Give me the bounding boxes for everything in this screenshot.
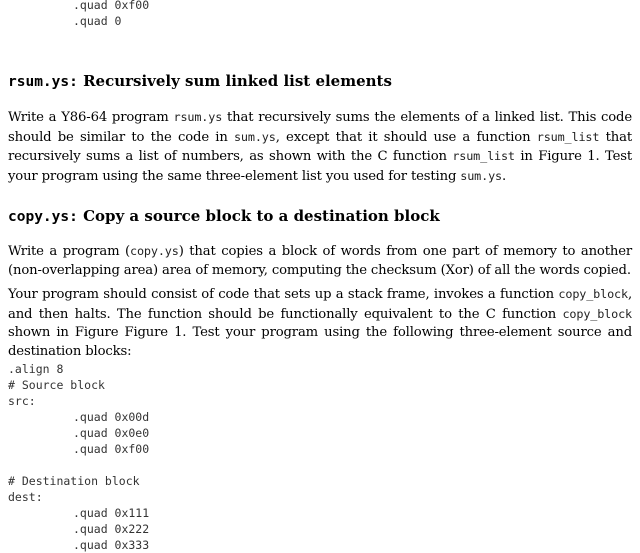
code-line: .quad 0x0e0 xyxy=(73,426,150,440)
copy-instructions: Your program should consist of code that sets up a stack frame, invokes a function copy_block, and then halts. The function should be functionally equivalent to the C function copy_block shown in Figure Figure 1. Test your program using the following three-element source and destination blocks: xyxy=(8,287,632,359)
code-line: .quad 0x222 xyxy=(73,522,150,536)
code-line: .quad 0x111 xyxy=(73,506,150,520)
rsum-description: Write a Y86-64 program rsum.ys that recursively sums the elements of a linked list. This code should be similar to the code in sum.ys, except that it should use a function rsum_list that recursively sums a list of numbers, as shown with the C function rsum_list in Figure 1. Test your program using the same three-element list you used for testing sum.ys. xyxy=(8,110,633,184)
code-label-src: src: xyxy=(8,394,36,408)
copy-description: Write a program (copy.ys) that copies a block of words from one part of memory to another (non-overlapping area) area of memory, computing the checksum (Xor) of all the words copied. xyxy=(8,244,632,278)
copy-heading-title: Copy a source block to a destination block xyxy=(77,207,440,225)
code-line: .quad 0xf00 xyxy=(73,442,150,456)
code-line: .quad 0xf00 xyxy=(73,0,150,12)
rsum-section-heading xyxy=(8,72,392,90)
copy-section-heading xyxy=(8,207,440,225)
code-line: .quad 0 xyxy=(73,14,122,28)
copy-heading-filename: copy.ys: xyxy=(8,209,78,225)
code-align-directive: .align 8 xyxy=(8,362,64,376)
code-line: .quad 0x333 xyxy=(73,538,150,552)
rsum-heading-filename: rsum.ys: xyxy=(8,74,78,90)
code-comment: # Source block xyxy=(8,378,105,392)
code-label-dest: dest: xyxy=(8,490,43,504)
rsum-heading-title: Recursively sum linked list elements xyxy=(77,72,392,90)
code-line: .quad 0x00d xyxy=(73,410,150,424)
code-comment: # Destination block xyxy=(8,474,140,488)
